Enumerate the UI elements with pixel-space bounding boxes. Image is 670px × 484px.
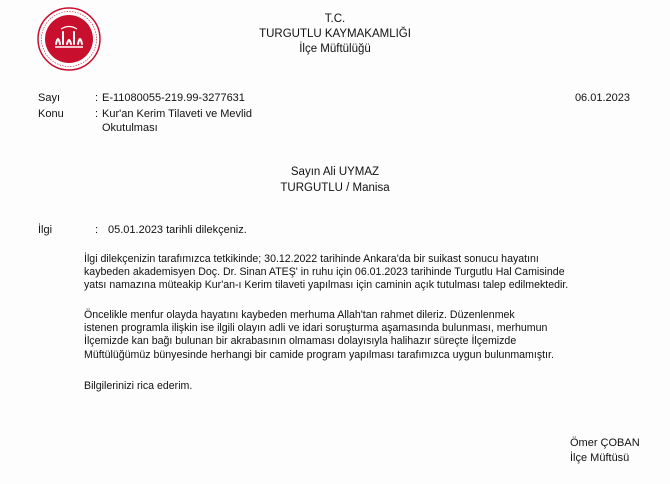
- addressee-place: TURGUTLU / Manisa: [280, 182, 390, 194]
- p2-line3: İlçemizde kan bağı bulunan bir akrabasının olmaması dolayısıyla halihazır süreçte İlçemizde: [84, 335, 517, 348]
- konu-value-line2: Okutulması: [102, 122, 158, 134]
- sayi-value: E-11080055-219.99-3277631: [102, 92, 245, 104]
- addressee-name: Sayın Ali UYMAZ: [290, 166, 380, 178]
- sayi-label: Sayı: [38, 92, 61, 104]
- p2-line1: Öncelikle menfur olayda hayatını kaybeden merhuma Allah'tan rahmet dileriz. Düzenlenmek: [84, 309, 515, 321]
- p1-line2: kaybeden akademisyen Doç. Dr. Sinan ATEŞ' in ruhu için 06.01.2023 tarihinde Turgutlu Hal Camisinde: [84, 266, 565, 279]
- diyanet-seal-logo: [36, 6, 102, 72]
- body-paragraph-2: [84, 309, 632, 362]
- ilgi-colon: :: [95, 224, 99, 236]
- signatory-title: İlçe Müftüsü: [570, 452, 630, 464]
- p1-line3: yatsı namazına müteakip Kur'an-ı Kerim tilaveti yapılması için caminin açık tutulması talep edilmektedir.: [84, 279, 569, 292]
- p3-line1: Bilgilerinizi rica ederim.: [84, 380, 193, 392]
- header-tc: T.C.: [324, 13, 346, 25]
- header-office: İlçe Müftülüğü: [299, 43, 371, 55]
- p2-line2: istenen programla ilişkin ise ilgili olayın adli ve idari soruşturma aşamasında bulunması, merhumun: [84, 322, 548, 335]
- konu-colon: :: [95, 108, 99, 120]
- konu-value-line1: Kur'an Kerim Tilaveti ve Mevlid: [102, 108, 253, 120]
- konu-label: Konu: [38, 108, 64, 120]
- ilgi-value: 05.01.2023 tarihli dilekçeniz.: [108, 224, 247, 236]
- document-date: 06.01.2023: [574, 92, 630, 104]
- body-paragraph-3: [84, 380, 632, 393]
- header-authority: TURGUTLU KAYMAKAMLIĞI: [259, 28, 411, 40]
- signatory-name: Ömer ÇOBAN: [570, 437, 640, 449]
- p2-line4: Müftülüğümüz bünyesinde herhangi bir camide program yapılması tarafımızca uygun bulunmamıştır.: [84, 348, 554, 361]
- p1-line1: İlgi dilekçenizin tarafımızca tetkikinde; 30.12.2022 tarihinde Ankara'da bir suikast sonucu hayatını: [84, 253, 539, 265]
- ilgi-label: İlgi: [38, 224, 53, 236]
- sayi-colon: :: [95, 92, 99, 104]
- body-paragraph-1: [84, 253, 632, 293]
